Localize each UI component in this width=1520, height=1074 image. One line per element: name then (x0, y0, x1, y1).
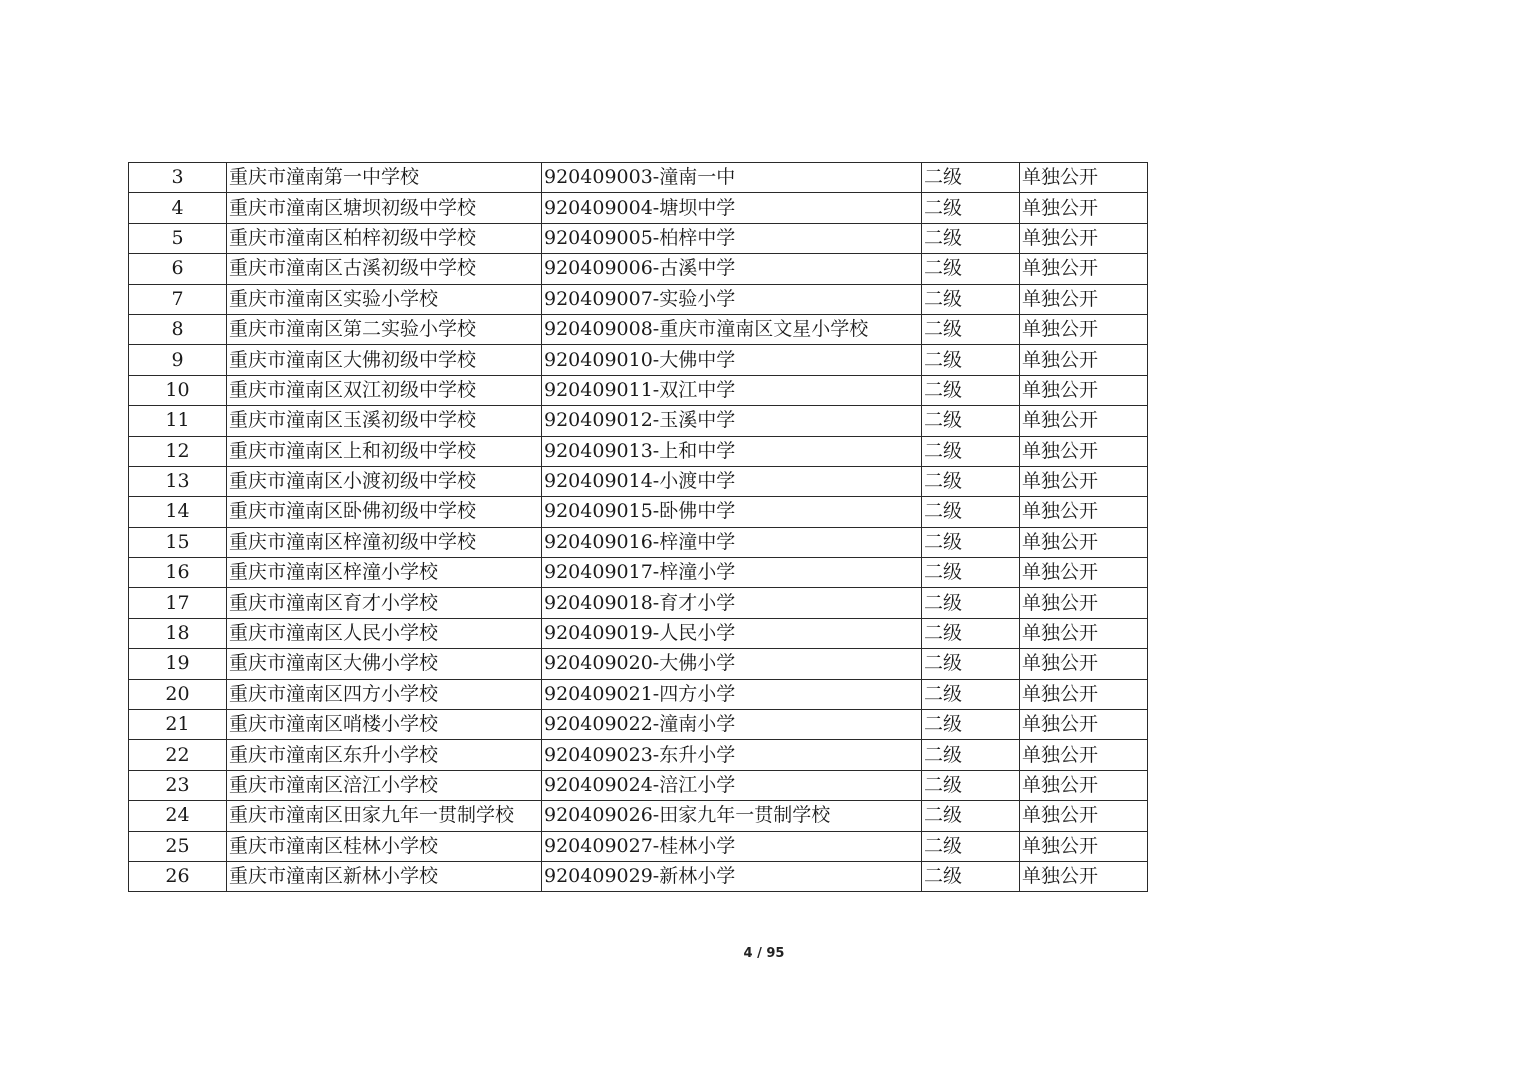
row-number-cell: 12 (129, 436, 227, 466)
school-name-cell: 重庆市潼南区梓潼初级中学校 (227, 527, 542, 557)
school-name-cell: 重庆市潼南区四方小学校 (227, 679, 542, 709)
unit-code-cell: 920409022-潼南小学 (542, 710, 922, 740)
unit-code-cell: 920409026-田家九年一贯制学校 (542, 801, 922, 831)
school-name-cell: 重庆市潼南区卧佛初级中学校 (227, 497, 542, 527)
level-cell: 二级 (922, 710, 1020, 740)
row-number-cell: 11 (129, 406, 227, 436)
level-cell: 二级 (922, 831, 1020, 861)
row-number-cell: 18 (129, 618, 227, 648)
school-name-cell: 重庆市潼南区大佛初级中学校 (227, 345, 542, 375)
unit-code-cell: 920409018-育才小学 (542, 588, 922, 618)
row-number-cell: 24 (129, 801, 227, 831)
unit-code-cell: 920409029-新林小学 (542, 861, 922, 891)
row-number-cell: 10 (129, 375, 227, 405)
school-name-cell: 重庆市潼南区人民小学校 (227, 618, 542, 648)
disclosure-mode-cell: 单独公开 (1020, 345, 1148, 375)
unit-code-cell: 920409012-玉溪中学 (542, 406, 922, 436)
table-row (129, 710, 1148, 740)
row-number-cell: 4 (129, 193, 227, 223)
school-name-cell: 重庆市潼南区育才小学校 (227, 588, 542, 618)
level-cell: 二级 (922, 770, 1020, 800)
table-row (129, 649, 1148, 679)
level-cell: 二级 (922, 193, 1020, 223)
row-number-cell: 15 (129, 527, 227, 557)
level-cell: 二级 (922, 254, 1020, 284)
table-row (129, 588, 1148, 618)
unit-code-cell: 920409004-塘坝中学 (542, 193, 922, 223)
disclosure-mode-cell: 单独公开 (1020, 527, 1148, 557)
school-name-cell: 重庆市潼南第一中学校 (227, 163, 542, 193)
row-number-cell: 3 (129, 163, 227, 193)
table-row (129, 314, 1148, 344)
level-cell: 二级 (922, 861, 1020, 891)
level-cell: 二级 (922, 618, 1020, 648)
level-cell: 二级 (922, 497, 1020, 527)
table-row (129, 497, 1148, 527)
unit-code-cell: 920409020-大佛小学 (542, 649, 922, 679)
row-number-cell: 14 (129, 497, 227, 527)
table-row (129, 375, 1148, 405)
disclosure-mode-cell: 单独公开 (1020, 618, 1148, 648)
row-number-cell: 21 (129, 710, 227, 740)
row-number-cell: 25 (129, 831, 227, 861)
disclosure-mode-cell: 单独公开 (1020, 831, 1148, 861)
school-name-cell: 重庆市潼南区柏梓初级中学校 (227, 223, 542, 253)
row-number-cell: 20 (129, 679, 227, 709)
disclosure-mode-cell: 单独公开 (1020, 770, 1148, 800)
disclosure-mode-cell: 单独公开 (1020, 740, 1148, 770)
table-row (129, 679, 1148, 709)
unit-code-cell: 920409006-古溪中学 (542, 254, 922, 284)
unit-code-cell: 920409013-上和中学 (542, 436, 922, 466)
row-number-cell: 17 (129, 588, 227, 618)
row-number-cell: 26 (129, 861, 227, 891)
school-name-cell: 重庆市潼南区第二实验小学校 (227, 314, 542, 344)
level-cell: 二级 (922, 406, 1020, 436)
unit-code-cell: 920409005-柏梓中学 (542, 223, 922, 253)
disclosure-mode-cell: 单独公开 (1020, 193, 1148, 223)
table-row (129, 193, 1148, 223)
table-row (129, 558, 1148, 588)
level-cell: 二级 (922, 436, 1020, 466)
page-number: 4 / 95 (743, 946, 785, 961)
school-name-cell: 重庆市潼南区田家九年一贯制学校 (227, 801, 542, 831)
disclosure-mode-cell: 单独公开 (1020, 497, 1148, 527)
school-name-cell: 重庆市潼南区实验小学校 (227, 284, 542, 314)
disclosure-mode-cell: 单独公开 (1020, 588, 1148, 618)
unit-code-cell: 920409008-重庆市潼南区文星小学校 (542, 314, 922, 344)
level-cell: 二级 (922, 375, 1020, 405)
disclosure-mode-cell: 单独公开 (1020, 284, 1148, 314)
disclosure-mode-cell: 单独公开 (1020, 254, 1148, 284)
disclosure-mode-cell: 单独公开 (1020, 314, 1148, 344)
table-row (129, 254, 1148, 284)
level-cell: 二级 (922, 223, 1020, 253)
disclosure-mode-cell: 单独公开 (1020, 163, 1148, 193)
table-row (129, 618, 1148, 648)
row-number-cell: 8 (129, 314, 227, 344)
unit-code-cell: 920409011-双江中学 (542, 375, 922, 405)
school-name-cell: 重庆市潼南区哨楼小学校 (227, 710, 542, 740)
school-name-cell: 重庆市潼南区小渡初级中学校 (227, 466, 542, 496)
row-number-cell: 23 (129, 770, 227, 800)
unit-code-cell: 920409021-四方小学 (542, 679, 922, 709)
school-name-cell: 重庆市潼南区塘坝初级中学校 (227, 193, 542, 223)
disclosure-mode-cell: 单独公开 (1020, 861, 1148, 891)
table-row (129, 770, 1148, 800)
disclosure-mode-cell: 单独公开 (1020, 801, 1148, 831)
disclosure-mode-cell: 单独公开 (1020, 466, 1148, 496)
school-name-cell: 重庆市潼南区双江初级中学校 (227, 375, 542, 405)
disclosure-mode-cell: 单独公开 (1020, 679, 1148, 709)
level-cell: 二级 (922, 801, 1020, 831)
unit-code-cell: 920409024-涪江小学 (542, 770, 922, 800)
disclosure-mode-cell: 单独公开 (1020, 649, 1148, 679)
school-name-cell: 重庆市潼南区玉溪初级中学校 (227, 406, 542, 436)
school-name-cell: 重庆市潼南区东升小学校 (227, 740, 542, 770)
school-table (128, 162, 1148, 892)
school-name-cell: 重庆市潼南区古溪初级中学校 (227, 254, 542, 284)
row-number-cell: 16 (129, 558, 227, 588)
level-cell: 二级 (922, 649, 1020, 679)
school-name-cell: 重庆市潼南区桂林小学校 (227, 831, 542, 861)
row-number-cell: 9 (129, 345, 227, 375)
table-row (129, 466, 1148, 496)
row-number-cell: 19 (129, 649, 227, 679)
school-name-cell: 重庆市潼南区涪江小学校 (227, 770, 542, 800)
row-number-cell: 22 (129, 740, 227, 770)
school-name-cell: 重庆市潼南区大佛小学校 (227, 649, 542, 679)
unit-code-cell: 920409027-桂林小学 (542, 831, 922, 861)
level-cell: 二级 (922, 527, 1020, 557)
table-row (129, 436, 1148, 466)
row-number-cell: 5 (129, 223, 227, 253)
level-cell: 二级 (922, 466, 1020, 496)
level-cell: 二级 (922, 588, 1020, 618)
level-cell: 二级 (922, 679, 1020, 709)
unit-code-cell: 920409007-实验小学 (542, 284, 922, 314)
level-cell: 二级 (922, 558, 1020, 588)
table-row (129, 740, 1148, 770)
unit-code-cell: 920409014-小渡中学 (542, 466, 922, 496)
disclosure-mode-cell: 单独公开 (1020, 406, 1148, 436)
table-row (129, 345, 1148, 375)
disclosure-mode-cell: 单独公开 (1020, 436, 1148, 466)
table-body (129, 163, 1148, 892)
table-row (129, 284, 1148, 314)
table-row (129, 831, 1148, 861)
unit-code-cell: 920409023-东升小学 (542, 740, 922, 770)
school-name-cell: 重庆市潼南区上和初级中学校 (227, 436, 542, 466)
row-number-cell: 6 (129, 254, 227, 284)
table-row (129, 801, 1148, 831)
unit-code-cell: 920409016-梓潼中学 (542, 527, 922, 557)
school-name-cell: 重庆市潼南区梓潼小学校 (227, 558, 542, 588)
disclosure-mode-cell: 单独公开 (1020, 375, 1148, 405)
school-name-cell: 重庆市潼南区新林小学校 (227, 861, 542, 891)
table-row (129, 223, 1148, 253)
disclosure-mode-cell: 单独公开 (1020, 223, 1148, 253)
table-row (129, 527, 1148, 557)
level-cell: 二级 (922, 284, 1020, 314)
unit-code-cell: 920409015-卧佛中学 (542, 497, 922, 527)
table-row (129, 861, 1148, 891)
unit-code-cell: 920409017-梓潼小学 (542, 558, 922, 588)
level-cell: 二级 (922, 314, 1020, 344)
disclosure-mode-cell: 单独公开 (1020, 558, 1148, 588)
table-row (129, 406, 1148, 436)
unit-code-cell: 920409019-人民小学 (542, 618, 922, 648)
unit-code-cell: 920409010-大佛中学 (542, 345, 922, 375)
level-cell: 二级 (922, 345, 1020, 375)
disclosure-mode-cell: 单独公开 (1020, 710, 1148, 740)
table-row (129, 163, 1148, 193)
level-cell: 二级 (922, 740, 1020, 770)
unit-code-cell: 920409003-潼南一中 (542, 163, 922, 193)
row-number-cell: 13 (129, 466, 227, 496)
row-number-cell: 7 (129, 284, 227, 314)
level-cell: 二级 (922, 163, 1020, 193)
